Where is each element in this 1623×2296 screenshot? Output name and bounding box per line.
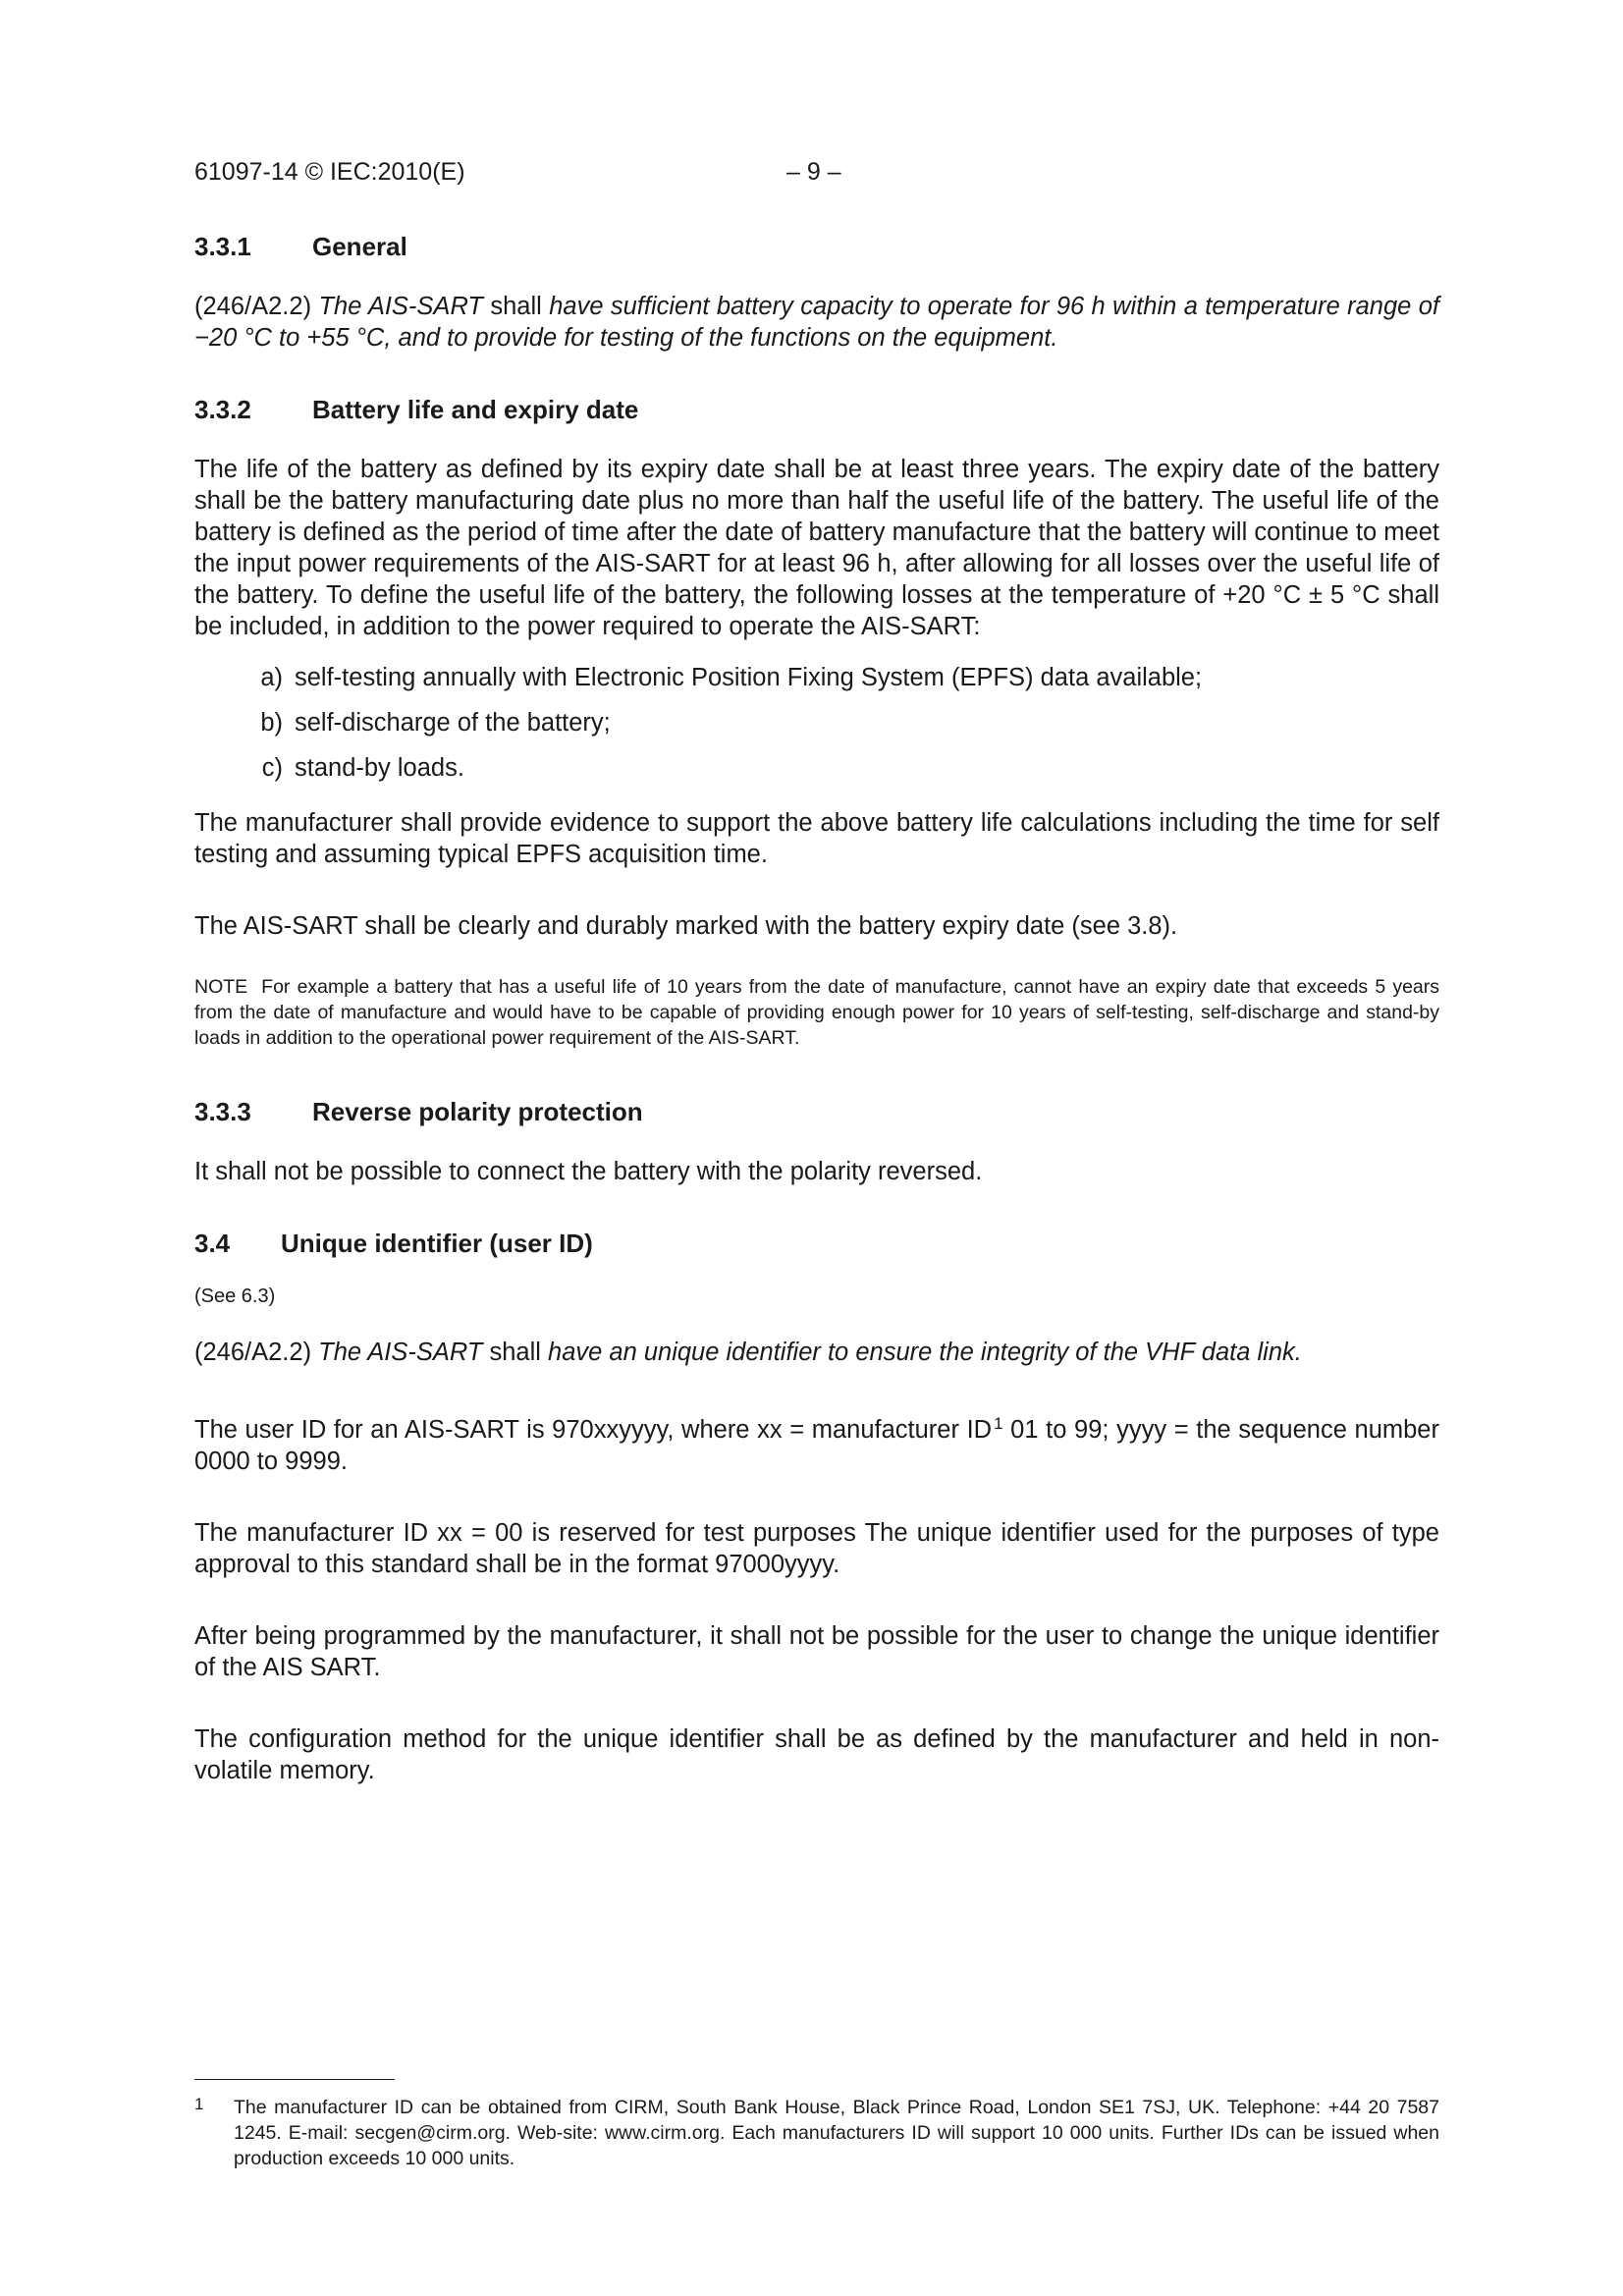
list-marker: b) [260, 709, 283, 737]
page-number: – 9 – [786, 158, 841, 186]
list-marker: c) [261, 754, 283, 782]
footnote [194, 2095, 1439, 2171]
footnote-separator [194, 2079, 395, 2080]
note-label: NOTE [194, 976, 248, 998]
paragraph-test-id: The manufacturer ID xx = 00 is reserved for test purposes The unique identifier used for the purposes of type approval to this standard shall be in the format 97000yyyy. [194, 1519, 1439, 1578]
italic-text: The AIS-SART [318, 293, 483, 320]
section-heading-3-4 [194, 1228, 1439, 1259]
paragraph-battery-life: The life of the battery as defined by its expiry date shall be at least three years. The expiry date of the battery shall be the battery manufacturing date plus no more than half the useful life of the battery. The useful life of the battery is defined as the period of time after the date of battery manufacture that the battery will continue to meet the input power requirements of the AIS-SART for at least 96 h, after allowing for all losses over the useful life of the battery. To define the useful life of the battery, the following losses at the temperature of +20 °C ± 5 °C shall be included, in addition to the power required to operate the AIS-SART: [194, 456, 1439, 640]
section-heading-3-3-3 [194, 1096, 1439, 1127]
requirement-ref: (246/A2.2) [194, 1339, 319, 1366]
section-number: 3.4 [194, 1229, 231, 1258]
normal-text: shall [482, 1339, 549, 1366]
paragraph-configuration: The configuration method for the unique identifier shall be as defined by the manufacturer and held in non-volatile memory. [194, 1725, 1439, 1784]
footnote-marker: 1 [194, 2095, 204, 2113]
page-content [194, 231, 1439, 1786]
italic-text: have an unique identifier to ensure the integrity of the VHF data link. [548, 1339, 1302, 1366]
section-title: General [312, 232, 407, 261]
text-span: 01 to 99; yyyy = the sequence number 0000 to 9999. [194, 1416, 1439, 1475]
paragraph-requirement-battery-capacity [194, 291, 1439, 354]
requirement-ref: (246/A2.2) [194, 293, 319, 320]
section-title: Unique identifier (user ID) [281, 1229, 593, 1258]
section-number: 3.3.3 [194, 1097, 251, 1126]
list-item-text: stand-by loads. [295, 754, 464, 782]
section-title: Battery life and expiry date [312, 395, 639, 424]
footnote-text: The manufacturer ID can be obtained from CIRM, South Bank House, Black Prince Road, London SE1 7SJ, UK. Telephone: +44 20 7587 1245. E-mail: secgen@cirm.org. Web-site: www.cirm.org. Each manufacturers ID will support 10 000 units. Further IDs can be issued when production exceeds 10 000 units. [234, 2097, 1439, 2169]
section-title: Reverse polarity protection [312, 1097, 643, 1126]
italic-text: The AIS-SART [318, 1339, 483, 1366]
text-span: The user ID for an AIS-SART is 970xxyyyy, where xx = manufacturer ID [194, 1416, 993, 1444]
section-number: 3.3.2 [194, 395, 251, 424]
page-header [194, 157, 841, 187]
list-item [194, 662, 1439, 693]
normal-text: shall [482, 293, 550, 320]
document-code: 61097-14 © IEC:2010(E) [194, 158, 465, 186]
italic-text: have sufficient battery capacity to operate for 96 h within a temperature range of −20 °C to +55 °C, and to provide for testing of the functions on the equipment. [194, 293, 1439, 352]
section-heading-3-3-2 [194, 394, 1439, 425]
footnote-reference: 1 [994, 1414, 1003, 1433]
list-marker: a) [260, 664, 283, 691]
list-item [194, 707, 1439, 738]
list-item [194, 752, 1439, 784]
paragraph-programming: After being programmed by the manufacturer, it shall not be possible for the user to change the unique identifier of the AIS SART. [194, 1622, 1439, 1681]
list-item-text: self-discharge of the battery; [295, 709, 611, 737]
note-text: For example a battery that has a useful life of 10 years from the date of manufacture, cannot have an expiry date that exceeds 5 years from the date of manufacture and would have to be capable of providing enough power for 10 years of self-testing, self-discharge and stand-by loads in addition to the operational power requirement of the AIS-SART. [194, 976, 1439, 1049]
note-paragraph [194, 974, 1439, 1051]
paragraph-polarity: It shall not be possible to connect the battery with the polarity reversed. [194, 1158, 983, 1185]
see-reference: (See 6.3) [194, 1285, 276, 1307]
document-page [194, 0, 1439, 2296]
paragraph-requirement-unique-id [194, 1337, 1439, 1368]
paragraph-expiry-marking: The AIS-SART shall be clearly and durably marked with the battery expiry date (see 3.8). [194, 912, 1178, 940]
list-item-text: self-testing annually with Electronic Position Fixing System (EPFS) data available; [295, 664, 1203, 691]
losses-list [194, 662, 1439, 784]
section-number: 3.3.1 [194, 232, 251, 261]
paragraph-evidence: The manufacturer shall provide evidence to support the above battery life calculations including the time for self testing and assuming typical EPFS acquisition time. [194, 809, 1439, 868]
paragraph-user-id-format [194, 1408, 1439, 1477]
section-heading-3-3-1 [194, 231, 1439, 262]
